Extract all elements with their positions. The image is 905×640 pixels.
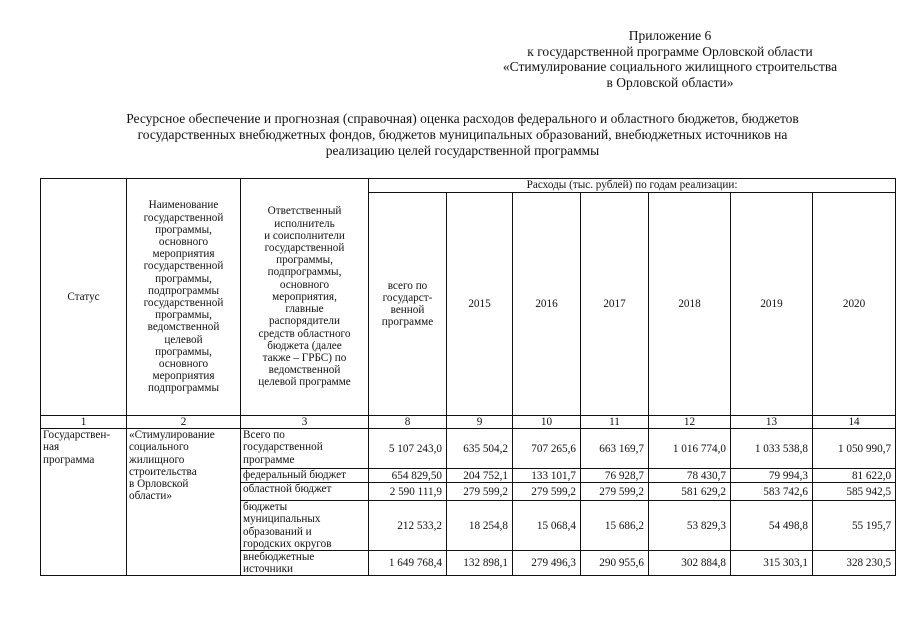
header-year: 2019 bbox=[731, 193, 813, 416]
text-line: ведомственной bbox=[147, 321, 220, 334]
funding-source-cell bbox=[241, 551, 369, 576]
text-line: бюджета (далее bbox=[267, 339, 342, 352]
column-number: 9 bbox=[447, 416, 513, 429]
text-line: подпрограммы bbox=[148, 382, 219, 395]
header-total bbox=[369, 193, 447, 416]
text-line: в Орловской bbox=[129, 478, 189, 491]
year-value-cell: 132 898,1 bbox=[447, 551, 513, 576]
text-line: государственной bbox=[143, 297, 224, 309]
total-value-cell: 1 649 768,4 bbox=[369, 551, 447, 576]
header-expenses: Расходы (тыс. рублей) по годам реализации: bbox=[369, 179, 896, 193]
column-number: 11 bbox=[581, 416, 649, 429]
text-line: жилищного bbox=[129, 453, 185, 466]
header-status: Статус bbox=[41, 179, 127, 416]
text-line: программе bbox=[243, 453, 295, 466]
text-line: исполнитель bbox=[274, 217, 335, 230]
column-number: 13 bbox=[731, 416, 813, 429]
text-line: целевой программе bbox=[258, 376, 351, 389]
column-number: 10 bbox=[513, 416, 581, 429]
total-value-cell: 212 533,2 bbox=[369, 501, 447, 551]
total-value-cell: 654 829,50 bbox=[369, 469, 447, 483]
header-year: 2015 bbox=[447, 193, 513, 416]
text-line: подпрограммы, bbox=[267, 266, 342, 279]
text-line: программы, bbox=[155, 345, 212, 358]
year-value-cell: 707 265,6 bbox=[513, 429, 581, 469]
header-year: 2018 bbox=[649, 193, 731, 416]
year-value-cell: 133 101,7 bbox=[513, 469, 581, 483]
year-value-cell: 302 884,8 bbox=[649, 551, 731, 576]
year-value-cell: 585 942,5 bbox=[813, 483, 896, 501]
year-value-cell: 81 622,0 bbox=[813, 469, 896, 483]
column-number: 1 bbox=[41, 416, 127, 429]
text-line: программы, bbox=[155, 272, 212, 285]
text-line: государственной bbox=[143, 260, 224, 273]
year-value-cell: 54 498,8 bbox=[731, 501, 813, 551]
appendix-line: в Орловской области» bbox=[606, 74, 734, 90]
text-line: мероприятия bbox=[152, 370, 215, 383]
text-line: также – ГРБС) по bbox=[262, 351, 347, 364]
text-line: программа bbox=[43, 453, 95, 466]
appendix-line: «Стимулирование социального жилищного строительства bbox=[502, 59, 838, 74]
year-value-cell: 79 994,3 bbox=[731, 469, 813, 483]
year-value-cell: 290 955,6 bbox=[581, 551, 649, 576]
status-cell bbox=[41, 429, 127, 576]
year-value-cell: 279 599,2 bbox=[513, 483, 581, 501]
year-value-cell: 328 230,5 bbox=[813, 551, 896, 576]
year-value-cell: 279 496,3 bbox=[513, 551, 581, 576]
year-value-cell: 581 629,2 bbox=[649, 483, 731, 501]
year-value-cell: 78 430,7 bbox=[649, 469, 731, 483]
text-line: внебюджетные bbox=[243, 551, 315, 564]
text-line: программе bbox=[381, 316, 434, 329]
text-line: строительства bbox=[129, 465, 197, 478]
text-line: городских округов bbox=[243, 537, 332, 550]
text-line: распорядители bbox=[269, 315, 340, 328]
program-name-cell bbox=[127, 429, 241, 576]
text-line: средств областного bbox=[258, 327, 351, 340]
text-line: Наименование bbox=[148, 199, 219, 212]
table-row bbox=[41, 429, 896, 469]
column-number: 3 bbox=[241, 416, 369, 429]
text-line: государственной bbox=[243, 441, 323, 454]
year-value-cell: 15 686,2 bbox=[581, 501, 649, 551]
total-value-cell: 2 590 111,9 bbox=[369, 483, 447, 501]
year-value-cell: 1 033 538,8 bbox=[731, 429, 813, 469]
funding-source-cell bbox=[241, 483, 369, 501]
title-line: Ресурсное обеспечение и прогнозная (справочная) оценка расходов федерального и областного бюджетов, бюджетов bbox=[126, 111, 799, 126]
text-line: главные bbox=[285, 303, 324, 316]
text-line: «Стимулирование bbox=[129, 429, 215, 442]
column-number: 8 bbox=[369, 416, 447, 429]
text-line: всего по bbox=[387, 279, 428, 292]
text-line: областной бюджет bbox=[243, 483, 332, 496]
text-line: основного bbox=[158, 358, 209, 371]
text-line: и соисполнители bbox=[264, 229, 345, 242]
title-line: реализацию целей государственной программы bbox=[325, 143, 600, 158]
column-number: 2 bbox=[127, 416, 241, 429]
header-year: 2017 bbox=[581, 193, 649, 416]
text-line: бюджеты bbox=[243, 501, 288, 514]
year-value-cell: 76 928,7 bbox=[581, 469, 649, 483]
column-number: 14 bbox=[813, 416, 896, 429]
text-line: венной bbox=[390, 304, 425, 316]
total-value-cell: 5 107 243,0 bbox=[369, 429, 447, 469]
year-value-cell: 663 169,7 bbox=[581, 429, 649, 469]
year-value-cell: 53 829,3 bbox=[649, 501, 731, 551]
year-value-cell: 18 254,8 bbox=[447, 501, 513, 551]
year-value-cell: 583 742,6 bbox=[731, 483, 813, 501]
text-line: программы, bbox=[155, 309, 212, 322]
header-year: 2020 bbox=[813, 193, 896, 416]
year-value-cell: 1 050 990,7 bbox=[813, 429, 896, 469]
year-value-cell: 315 303,1 bbox=[731, 551, 813, 576]
text-line: федеральный бюджет bbox=[243, 469, 346, 482]
appendix-line: к государственной программе Орловской области bbox=[527, 43, 813, 59]
text-line: ная bbox=[43, 441, 60, 454]
text-line: основного bbox=[279, 278, 330, 291]
header-executor bbox=[241, 179, 369, 416]
year-value-cell: 635 504,2 bbox=[447, 429, 513, 469]
year-value-cell: 279 599,2 bbox=[581, 483, 649, 501]
funding-source-cell bbox=[241, 429, 369, 469]
text-line: мероприятия bbox=[152, 248, 215, 261]
document-title bbox=[20, 111, 905, 159]
header-program-name bbox=[127, 179, 241, 416]
text-line: социального bbox=[129, 441, 189, 454]
funding-source-cell bbox=[241, 469, 369, 483]
text-line: образований и bbox=[243, 525, 312, 538]
text-line: государст- bbox=[382, 291, 433, 304]
text-line: Государствен- bbox=[43, 429, 111, 442]
appendix-heading bbox=[440, 28, 900, 90]
year-value-cell: 279 599,2 bbox=[447, 483, 513, 501]
header-year: 2016 bbox=[513, 193, 581, 416]
text-line: мероприятия, bbox=[272, 290, 337, 303]
year-value-cell: 15 068,4 bbox=[513, 501, 581, 551]
text-line: Ответственный bbox=[267, 205, 342, 218]
text-line: области» bbox=[129, 490, 172, 503]
text-line: программы, bbox=[276, 254, 333, 267]
text-line: подпрограммы bbox=[148, 284, 219, 297]
column-number-row bbox=[41, 416, 896, 429]
year-value-cell: 55 195,7 bbox=[813, 501, 896, 551]
title-line: государственных внебюджетных фондов, бюджетов муниципальных образований, внебюджетных источников на bbox=[137, 127, 788, 142]
text-line: ведомственной bbox=[268, 364, 341, 377]
appendix-line: Приложение 6 bbox=[628, 28, 712, 43]
text-line: источники bbox=[243, 563, 294, 576]
budget-table bbox=[40, 178, 896, 576]
text-line: муниципальных bbox=[243, 513, 321, 526]
funding-source-cell bbox=[241, 501, 369, 551]
text-line: государственной bbox=[143, 211, 224, 224]
year-value-cell: 204 752,1 bbox=[447, 469, 513, 483]
column-number: 12 bbox=[649, 416, 731, 429]
text-line: целевой bbox=[164, 333, 203, 346]
text-line: Всего по bbox=[243, 429, 285, 442]
text-line: основного bbox=[158, 235, 209, 248]
text-line: программы, bbox=[155, 223, 212, 236]
year-value-cell: 1 016 774,0 bbox=[649, 429, 731, 469]
text-line: государственной bbox=[264, 242, 345, 255]
